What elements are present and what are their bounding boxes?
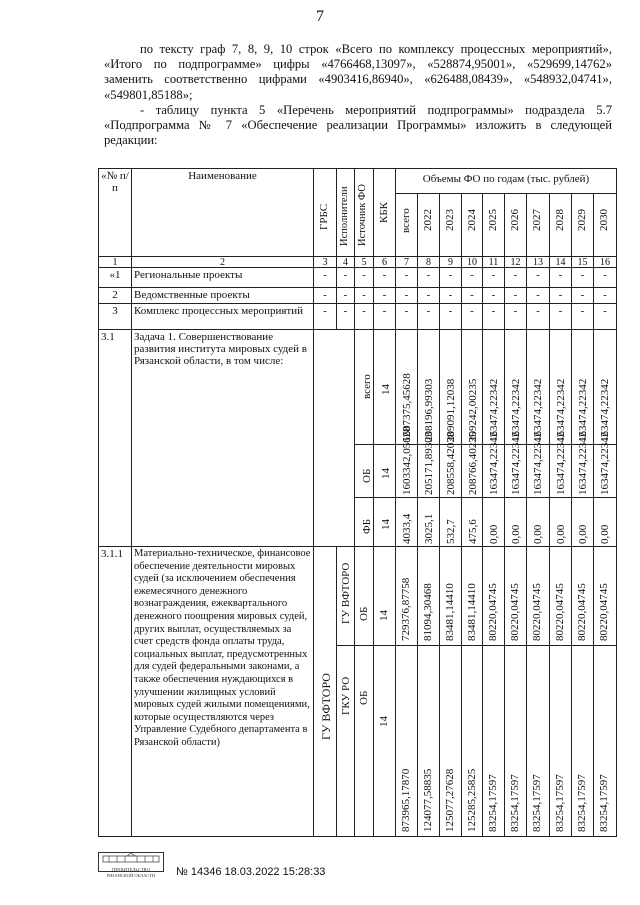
- dash-cell: -: [526, 267, 550, 288]
- value: 83481,14410: [466, 583, 478, 641]
- header-year: 2030: [598, 209, 610, 231]
- header-volumes-cell: Объемы ФО по годам (тыс. рублей): [395, 168, 617, 194]
- column-number: 13: [526, 256, 550, 268]
- dash-cell: -: [461, 267, 483, 288]
- header-year: 2027: [531, 209, 543, 231]
- source-label: ФБ: [361, 518, 373, 534]
- row-name: Материально-техническое, финансовое обеспечение деятельности мировых судей (за исключением обеспечения ежемесячного денежного вознаграждения, ежеквартального денежного поощрения мировых судей, других выплат, осуществляемых за счет средств фонда оплаты труда, социальных выплат, предусмотренных для судей федеральными законами, а также обеспечения нуждающихся в улучшении жилищных условий мировых судей жилыми помещениями, которые осуществляются через Управление Судебного департамента в Рязанской области): [131, 546, 314, 837]
- value: 0,00: [488, 524, 500, 544]
- value: 209242,00235: [467, 378, 479, 442]
- column-number: 10: [461, 256, 483, 268]
- value: 729376,87758: [400, 577, 412, 641]
- page-number: 7: [316, 8, 324, 25]
- dash-cell: -: [526, 287, 550, 304]
- value: 163474,22342: [510, 378, 522, 442]
- kbk-value: 14: [380, 467, 392, 479]
- value: 532,7: [445, 519, 457, 544]
- value: 163474,22342: [532, 431, 544, 495]
- building-icon: [99, 853, 163, 863]
- exec-value: ГКУ РО: [340, 676, 352, 715]
- header-grbs: ГРБС: [318, 203, 330, 230]
- value: 83254,17597: [598, 774, 610, 832]
- dash-cell: -: [395, 267, 418, 288]
- value: 208558,42038: [445, 431, 457, 495]
- dash-cell: -: [354, 287, 374, 304]
- column-number: 5: [354, 256, 374, 268]
- blank-cell: [313, 329, 355, 547]
- header-name-cell: Наименование: [131, 168, 314, 257]
- dash-cell: -: [593, 303, 617, 330]
- dash-cell: -: [593, 267, 617, 288]
- value: 80220,04745: [554, 583, 566, 641]
- stamp-caption: ПРАВИТЕЛЬСТВО РЯЗАНСКОЙ ОБЛАСТИ: [106, 867, 156, 878]
- value: 208196,99303: [423, 378, 435, 442]
- dash-cell: -: [482, 267, 505, 288]
- dash-cell: -: [504, 303, 527, 330]
- header-year: 2023: [444, 209, 456, 231]
- source-cell: [354, 645, 374, 837]
- value: 83481,14410: [444, 583, 456, 641]
- dash-cell: -: [373, 303, 396, 330]
- value: 0,00: [555, 524, 567, 544]
- dash-cell: -: [593, 287, 617, 304]
- value: 0,00: [532, 524, 544, 544]
- value: 80220,04745: [531, 583, 543, 641]
- dash-cell: -: [313, 267, 337, 288]
- header-year: 2028: [554, 209, 566, 231]
- value: 209091,12038: [445, 378, 457, 442]
- dash-cell: -: [571, 267, 594, 288]
- dash-cell: -: [439, 303, 462, 330]
- dash-cell: -: [461, 303, 483, 330]
- value: 205171,89303: [423, 431, 435, 495]
- value: 163474,22342: [488, 378, 500, 442]
- dash-cell: -: [373, 267, 396, 288]
- column-number: 6: [373, 256, 396, 268]
- source-cell: [354, 546, 374, 646]
- value: 163474,22342: [577, 431, 589, 495]
- kbk-cell: [373, 546, 396, 646]
- dash-cell: -: [439, 287, 462, 304]
- government-stamp-logo: [98, 852, 164, 878]
- dash-cell: -: [482, 303, 505, 330]
- row-number: 3.1.1: [98, 546, 132, 837]
- value: 1603342,05628: [401, 426, 413, 495]
- row-name: Ведомственные проекты: [131, 287, 314, 304]
- value: 208766,40235: [467, 431, 479, 495]
- header-num-cell: «№ п/п: [98, 168, 132, 257]
- intro-paragraph-2: - таблицу пункта 5 «Перечень мероприятий подпрограммы» подраздела 5.7 «Подпрограмма № 7 «Обеспечение реализации Программы» изложить в следующей редакции:: [104, 102, 612, 148]
- column-number: 8: [417, 256, 440, 268]
- kbk-value: 14: [378, 610, 390, 621]
- source-label: ОБ: [361, 468, 373, 483]
- value: 163474,22342: [488, 431, 500, 495]
- value: 83254,17597: [554, 774, 566, 832]
- header-year: 2025: [487, 209, 499, 231]
- value: 125285,25825: [466, 768, 478, 832]
- value: 83254,17597: [509, 774, 521, 832]
- dash-cell: -: [417, 267, 440, 288]
- column-number: 7: [395, 256, 418, 268]
- value: 0,00: [577, 524, 589, 544]
- value: 1607375,45628: [401, 373, 413, 442]
- row-name: Региональные проекты: [131, 267, 314, 288]
- dash-cell: -: [482, 287, 505, 304]
- column-number: 4: [336, 256, 355, 268]
- row-number: 3.1: [98, 329, 132, 547]
- source-label: ОБ: [358, 606, 370, 621]
- value: 80220,04745: [598, 583, 610, 641]
- dash-cell: -: [439, 267, 462, 288]
- column-number: 1: [98, 256, 132, 268]
- value: 4033,4: [401, 513, 413, 544]
- dash-cell: -: [373, 287, 396, 304]
- column-number: 11: [482, 256, 505, 268]
- dash-cell: -: [336, 267, 355, 288]
- value: 3025,1: [423, 513, 435, 544]
- value: 83254,17597: [487, 774, 499, 832]
- dash-cell: -: [417, 287, 440, 304]
- value: 80220,04745: [576, 583, 588, 641]
- kbk-cell: [373, 645, 396, 837]
- document-number: № 14346 18.03.2022 15:28:33: [176, 866, 326, 878]
- dash-cell: -: [571, 303, 594, 330]
- dash-cell: -: [504, 287, 527, 304]
- dash-cell: -: [504, 267, 527, 288]
- header-total: всего: [400, 208, 412, 233]
- dash-cell: -: [549, 287, 572, 304]
- value: 873965,17870: [400, 768, 412, 832]
- dash-cell: -: [549, 267, 572, 288]
- value: 163474,22342: [510, 431, 522, 495]
- value: 163474,22342: [599, 378, 611, 442]
- header-kbk: КБК: [378, 202, 390, 223]
- dash-cell: -: [313, 287, 337, 304]
- value: 163474,22342: [577, 378, 589, 442]
- dash-cell: -: [417, 303, 440, 330]
- intro-paragraph-1: по тексту граф 7, 8, 9, 10 строк «Всего по комплексу процессных мероприятий», «Итого по подпрограмме» цифры «4766468,13097», «528874,95001», «529699,14762» заменить соответственно цифрами «4903416,86940», «626488,08439», «548932,04741», «549801,85188»;: [104, 42, 612, 102]
- dash-cell: -: [395, 287, 418, 304]
- header-year: 2024: [466, 209, 478, 231]
- dash-cell: -: [354, 267, 374, 288]
- header-source: Источник ФО: [357, 184, 368, 246]
- row-name: Комплекс процессных мероприятий: [131, 303, 314, 330]
- dash-cell: -: [395, 303, 418, 330]
- column-number: 16: [593, 256, 617, 268]
- column-number: 15: [571, 256, 594, 268]
- exec-cell: [336, 645, 355, 837]
- dash-cell: -: [336, 303, 355, 330]
- dash-cell: -: [549, 303, 572, 330]
- dash-cell: -: [336, 287, 355, 304]
- row-number: 3: [98, 303, 132, 330]
- row-name: Задача 1. Совершенствование развития института мировых судей в Рязанской области, в том числе:: [131, 329, 314, 547]
- value: 125077,27628: [444, 768, 456, 832]
- intro-text: [104, 42, 612, 148]
- dash-cell: -: [354, 303, 374, 330]
- value: 80220,04745: [509, 583, 521, 641]
- value: 163474,22342: [555, 431, 567, 495]
- exec-value: ГУ ВФТОРО: [340, 562, 352, 624]
- header-year: 2026: [509, 209, 521, 231]
- grbs-value: ГУ ВФТОРО: [319, 673, 333, 740]
- column-number: 14: [549, 256, 572, 268]
- value: 0,00: [510, 524, 522, 544]
- kbk-value: 14: [378, 716, 390, 727]
- value: 163474,22342: [599, 431, 611, 495]
- value: 81094,30468: [422, 583, 434, 641]
- column-number: 12: [504, 256, 527, 268]
- header-year: 2029: [576, 209, 588, 231]
- column-number: 2: [131, 256, 314, 268]
- kbk-value: 14: [380, 383, 392, 395]
- dash-cell: -: [461, 287, 483, 304]
- value: 163474,22342: [555, 378, 567, 442]
- value: 124077,58835: [422, 768, 434, 832]
- header-year: 2022: [422, 209, 434, 231]
- value: 80220,04745: [487, 583, 499, 641]
- value: 475,6: [467, 519, 479, 544]
- source-label: всего: [361, 373, 373, 399]
- kbk-value: 14: [380, 518, 392, 530]
- value: 0,00: [599, 524, 611, 544]
- header-exec: Исполнители: [339, 186, 350, 246]
- value: 83254,17597: [531, 774, 543, 832]
- column-number: 3: [313, 256, 337, 268]
- dash-cell: -: [526, 303, 550, 330]
- dash-cell: -: [313, 303, 337, 330]
- value: 83254,17597: [576, 774, 588, 832]
- column-number: 9: [439, 256, 462, 268]
- value: 163474,22342: [532, 378, 544, 442]
- row-number: 2: [98, 287, 132, 304]
- dash-cell: -: [571, 287, 594, 304]
- source-label: ОБ: [358, 690, 370, 705]
- row-number: «1: [98, 267, 132, 288]
